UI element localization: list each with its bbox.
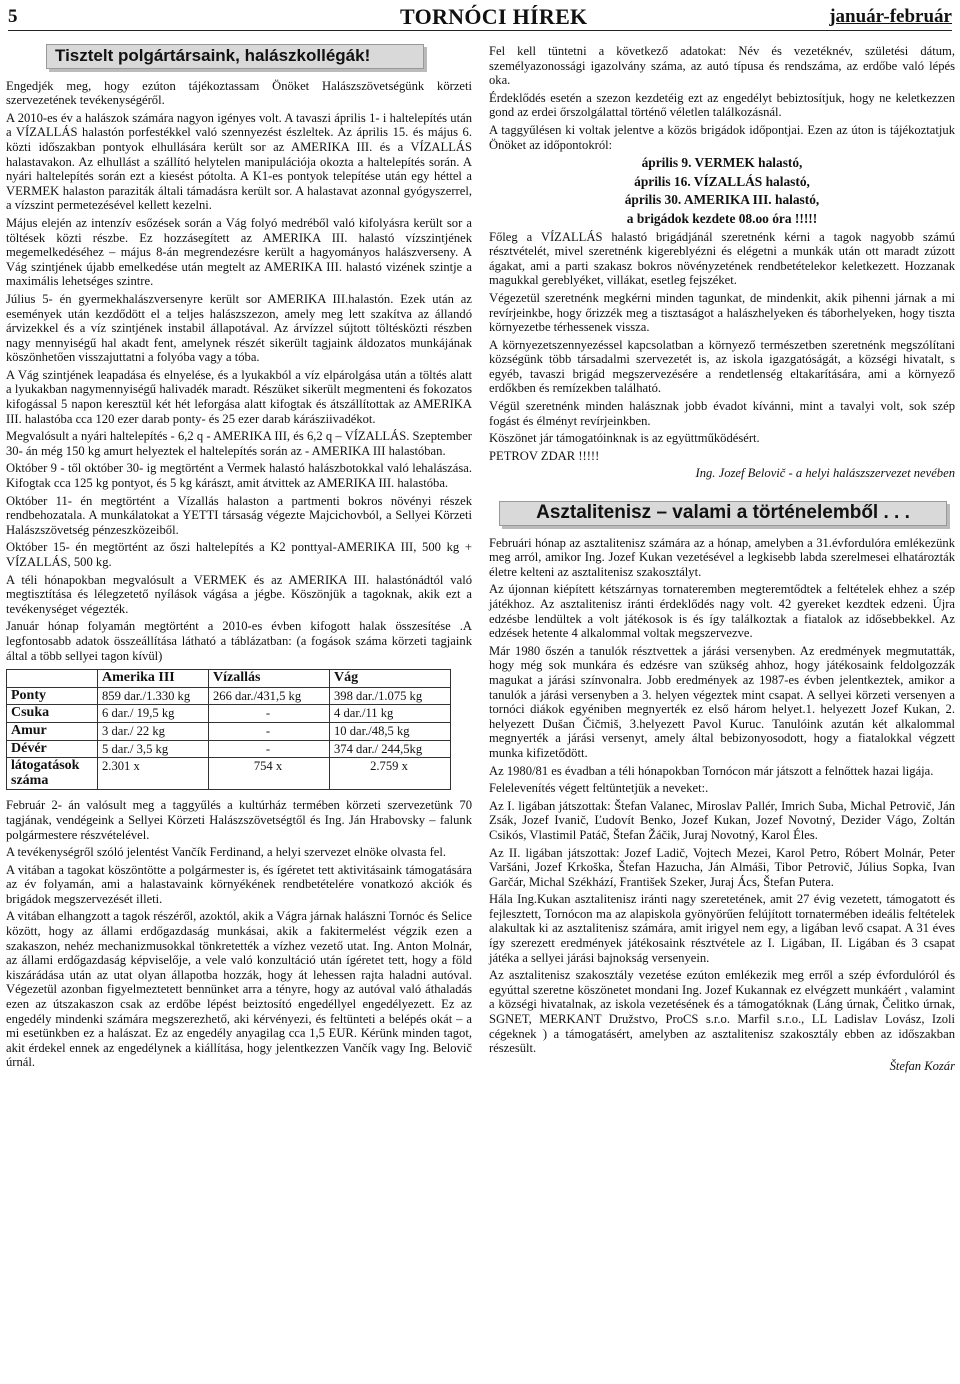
table-cell: 5 dar./ 3,5 kg xyxy=(98,740,209,758)
paragraph: Május elején az intenzív esőzések során a Vág folyó medréből való kifolyásra került sor a töltések közti részbe. Ez hozzásegített az AMERIKA III. halastó vízszintjének megemelkedéséhez – május 8-án megrendezésre került a hagyományos halászverseny. A Vág szintjének újabb emelkedése után megtelt az AMERIKA III. halastó vizének szintje a maximális lehetséges szintre. xyxy=(6,215,472,289)
signature: Ing. Jozef Belovič - a helyi halászszervezet nevében xyxy=(695,466,955,481)
issue-date: január-február xyxy=(829,6,952,27)
schedule-line: a brigádok kezdete 08.oo óra !!!!! xyxy=(626,210,818,226)
paragraph: A 2010-es év a halászok számára nagyon igényes volt. A tavaszi április 1- i haltelepítés után a VÍZALLÁS halastón porfestékkel való szennyezést észleltek. Az április 15. és május 6. közti időszakban pontyok elhullására került sor az AMERIKA III. és a VÍZALLÁS halastavakon. Az elhullást a szállító helytelen manipulációja okozta a haltelepítés során. A nyári haltelepítés során ezt a kiesést pótolta. A K1-es pontyok telepítése után egy héttel a VERMEK halaston paraziták általi támadásra került sor. A halastavat azonnal gyógyszerrel, a vízszint permetezésével kellett kezelni. xyxy=(6,110,472,213)
left-column xyxy=(6,44,472,1073)
table-header-row xyxy=(7,670,451,688)
table-row xyxy=(7,722,451,740)
row-label: Dévér xyxy=(7,740,98,758)
paragraph: Fel kell tüntetni a következő adatokat: Név és vezetéknév, születési dátum, személyazonossági igazolvány száma, az autó típusa és rendszáma, az erdőbe való lépés oka. xyxy=(489,44,955,88)
table-cell: 266 dar./431,5 kg xyxy=(209,687,330,705)
article-heading: Asztalitenisz – valami a történelemből . . . xyxy=(499,501,947,526)
table-header-cell: Vág xyxy=(330,670,451,688)
paragraph: A vitában a tagokat köszöntötte a polgármester is, és ígéretet tett aktivitásaink támogatására az év folyamán, ami a halastavaink környékének rendbetételére vonatkozó akciók és brigádok megszervezését illeti. xyxy=(6,862,472,906)
row-label: Amur xyxy=(7,722,98,740)
row-label: Ponty xyxy=(7,687,98,705)
paragraph: PETROV ZDAR !!!!! xyxy=(489,448,600,463)
table-cell: 398 dar./1.075 kg xyxy=(330,687,451,705)
table-cell: 2.759 x xyxy=(330,758,451,790)
table-header-cell: Vízallás xyxy=(209,670,330,688)
paragraph: Hála Ing.Kukan asztalitenisz iránti nagy szeretetének, amit 27 évig vezetett, támogatott és fejlesztett, Tornócon ma az alapiskola gyönyörűen felújított tornatermében ideális feltételek alakultak ki az asztalitenisz számára, amit irigyel nem egy, a ligában levő csapat. A 31 éves így szerezett eredmények játékosaink résztvétele az I. Ligában, II. Ligában és 3 csapat játéka a sellyei járási bajnokság versenyein. xyxy=(489,892,955,965)
paragraph: Az I. ligában játszottak: Štefan Valanec, Miroslav Pallér, Imrich Suba, Michal Petrovič, Ján Zsák, Jozef Ivanič, Ľudovít Benko, Jozef Kukan, Jozef Novotný, Dezider Vágo, Zoltán Csikós, Vlastimil Patáč, Štefan Žáčik, Juraj Novotný, Karol Éles. xyxy=(489,798,955,842)
page-number: 5 xyxy=(8,6,18,27)
paragraph: Végezetül szeretnénk megkérni minden tagunkat, de mindenkit, akik pihenni járnak a mi revírjeinkbe, hogy őrizzék meg a tisztaságot a halászhelyeken és táborhelyeken, hogy tiszta környezetbe térhessenek vissza. xyxy=(489,290,955,335)
paragraph: Főleg a VÍZALLÁS halastó brigádjánál szeretnénk kérni a tagok nagyobb számú résztvételét, mivel szeretnénk kigereblyézni és elégetni a munkák után ott maradt zúzott ágakat, ami a parti szakasz bokros növényzetének rendbetételekor keletkezett. Hozzanak magukkal gereblyéket, villákat, esetleg fejszéket. xyxy=(489,229,955,288)
paragraph: A környezetszennyezéssel kapcsolatban a környező természetben szeretnénk megszólítani községünk több társadalmi szervezetét is, az iskola igazgatóságát, a községi hivatalt, s egyéb, tavaszi brigád megszervezésére a rendetlenség eltakarítására, ami a környező erdőkben és remízekben található. xyxy=(489,337,955,396)
row-label: látogatások száma xyxy=(7,758,98,790)
paragraph: Október 11- én megtörtént a Vízallás halaston a partmenti bokros növényi részek rendbehozatala. A munkálatokat a YETTI társaság végezte Majcichovból, a Sellyei Körzeti Halászszövetség pénzeszközeiből. xyxy=(6,493,472,537)
paragraph: Végül szeretnénk minden halásznak jobb évadot kívánni, mint a tavalyi volt, sok szép fogást és élményt revírjeinkben. xyxy=(489,399,955,428)
table-cell: 6 dar./ 19,5 kg xyxy=(98,705,209,723)
table-cell: - xyxy=(209,722,330,740)
right-column xyxy=(489,44,955,1076)
table-row xyxy=(7,705,451,723)
table-header-cell xyxy=(7,670,98,688)
table-row xyxy=(7,740,451,758)
paragraph: Július 5- én gyermekhalászversenyre került sor AMERIKA III.halastón. Ezek után az események után kezdődött el a teljes halászszezon, amely meg lett szakítva az állandó árvizekkel és a víz szintjének instabil állapotával. Az árvízzel sújtott töltésközti részben nagy mennyiségű hal akadt fent, amelynek részét sikerült tagjaink áldozatos munkájának köszönhetően visszajuttatni a folyóba vagy a tóba. xyxy=(6,291,472,365)
table-cell: 859 dar./1.330 kg xyxy=(98,687,209,705)
paragraph: Felelevenítés végett feltüntetjük a neveket:. xyxy=(489,781,709,796)
paragraph: Engedjék meg, hogy ezúton tájékoztassam Önöket Halászszövetségünk körzeti szervezetének tevékenységéről. xyxy=(6,78,472,108)
paragraph: A taggyűlésen ki voltak jelentve a közös brigádok időpontjai. Ezen az úton is tájékoztatjuk Önöket az időpontokról: xyxy=(489,122,955,152)
table-cell: - xyxy=(209,705,330,723)
paragraph: Október 15- én megtörtént az őszi haltelepítés a K2 ponttyal-AMERIKA III, 500 kg + VÍZALLÁS, 500 kg. xyxy=(6,540,472,569)
paragraph: Februári hónap az asztalitenisz számára az a hónap, amelyben a 31.évfordulóra emlékezünk meg arról, amikor Ing. Jozef Kukan vezetésével a legkisebb labda szerelmesei elhatározták életre kelteni az asztalitenisz szakosztályt. xyxy=(489,535,955,579)
table-cell: 754 x xyxy=(209,758,330,790)
paragraph: Érdeklődés esetén a szezon kezdetéig ezt az engedélyt bebiztosítjuk, hogy ne keletkezzen gond az erdei őrszolgálattal történő véletlen találkozásnál. xyxy=(489,90,955,120)
table-header-cell: Amerika III xyxy=(98,670,209,688)
schedule-line: április 16. VÍZALLÁS halastó, xyxy=(634,173,810,189)
table-row xyxy=(7,687,451,705)
table-cell: - xyxy=(209,740,330,758)
paragraph: Az II. ligában játszottak: Jozef Ladič, Vojtech Mezei, Karol Petro, Róbert Molnár, Peter Varšáni, Jozef Krkoška, Štefan Hazucha, Ján Almáši, Tibor Petrovič, Július Sopka, Ivan Garčár, Michal Székhází, František Szeker, Juraj Ács, Štefan Putera. xyxy=(489,845,955,889)
paragraph: A tevékenységről szóló jelentést Vančík Ferdinand, a helyi szervezet elnöke olvasta fel. xyxy=(6,845,447,860)
paragraph: A Vág szintjének leapadása és elnyelése, és a lyukakból a víz elpárolgása után a töltés alatt a lyukakban nagymennyiségű halivadék maradt. Részüket sikerült megmenteni és fokozatos kifogással 5 napon keresztül két hét leforgása alatt kifogtak és átszállítottak az AMERIKA III. halastóba cca 120 ezer darab ponty- és 25 ezer darab kárásziivadékot. xyxy=(6,367,472,426)
paragraph: Az asztalitenisz szakosztály vezetése ezúton emlékezik meg erről a szép évfordulóról és egyúttal szeretne köszönetet mondani Ing. Jozef Kukannak ez elvégzett munkáért , valamint a községi hivatalnak, az iskola vezetésének és a támogatóknak (Láng úrnak, Čelitko úrnak, SGNET, MERKANT Družstvo, ProCS s.r.o. Marfil s.r.o., LL Ladislav Lovász, Izoli cégeknek ) a támogatásért, amelyben az asztalitenisz szakosztály ebben az időszakban részesült. xyxy=(489,968,955,1056)
table-cell: 374 dar./ 244,5kg xyxy=(330,740,451,758)
paragraph: Október 9 - től október 30- ig megtörtént a Vermek halastó halászbotokkal való lehalászása. Kifogtak cca 125 kg pontyot, és 5 kg kárászt, amit átvittek az AMERIKA III. halastóba. xyxy=(6,461,472,491)
schedule-line: április 9. VERMEK halastó, xyxy=(641,155,803,171)
schedule-line: április 30. AMERIKA III. halastó, xyxy=(624,192,820,208)
catch-table xyxy=(6,669,451,790)
row-label: Csuka xyxy=(7,705,98,723)
table-cell: 10 dar./48,5 kg xyxy=(330,722,451,740)
paragraph: Megvalósult a nyári haltelepítés - 6,2 q - AMERIKA III, és 6,2 q – VÍZALLÁS. Szeptember 30- án még 150 kg amurt helyeztek el haltelepítés során az - AMERIKA III halastóban. xyxy=(6,429,472,458)
paragraph: Köszönet jár támogatóinknak is az együttműködésért. xyxy=(489,431,760,446)
paragraph: Az 1980/81 es évadban a téli hónapokban Tornócon már játszott a felnőttek hazai ligája. xyxy=(489,763,934,778)
newspaper-title: TORNÓCI HÍREK xyxy=(400,4,588,29)
paragraph: Már 1980 őszén a tanulók résztvettek a járási versenyben. Az eredmények megmutatták, hogy még sok munkára és edzésre van szükség ahhoz, hogy játékosaink feldolgozzák magukat a járási színvonalra. Jobb eredmények az 1987-es évben jelentkeztek, amikor a tanulók a járási versenyben a 3. helyen végeztek mint csapat. A sellyei körzeti versenyen a tornóci diákok egyéniben megnyerték ez első három helyet.1. helyezett Jozef Kukan, 2. helyezett Dušan Čičmiš, 3.helyezett Pavol Kuruc. Tanulóink azután két alkalommal megnyerték a járási versenyt, amely által bebizonyosodott, hogy a fiatalokkal végzett munka kifizetődött. xyxy=(489,643,955,760)
table-cell: 3 dar./ 22 kg xyxy=(98,722,209,740)
table-row xyxy=(7,758,451,790)
paragraph: Január hónap folyamán megtörtént a 2010-es évben kifogott halak összesítése .A legfontosabb adatok összeállítása látható a táblázatban: (a fogások száma körzeti tagjaink által a több sellyei tagon kívül) xyxy=(6,619,472,663)
article-heading: Tisztelt polgártársaink, halászkollégák! xyxy=(46,44,424,69)
paragraph: Az újonnan kiépített kétszárnyas tornateremben megteremtődtek a feltételek ehhez a szép játékhoz. Az asztalitenisz iránti érdeklődés nagy volt. 42 gyereket kezdtek edzeni. Újra edzésbe lendültek a volt játékosok is és így találkoztak a fiatalok az idősebbekkel. Az edzések hetente 4 alkalommal voltak megszervezve. xyxy=(489,582,955,641)
paragraph: A téli hónapokban megvalósult a VERMEK és az AMERIKA III. halastónádtól való megtisztítása és lélegzetető nyílások vágása a jégbe. Köszönjük a tagoknak, akik ezt a tevékenységet végezték. xyxy=(6,572,472,616)
paragraph: Február 2- án valósult meg a taggyűlés a kultúrház termében körzeti szervezetünk 70 tagjának, vendégeink a Sellyei Körzeti Halászszövetségtől és Ing. Ján Hrabovsky – falunk polgármestere részvételével. xyxy=(6,798,472,842)
signature: Štefan Kozár xyxy=(889,1058,955,1073)
paragraph: A vitában elhangzott a tagok részéről, azoktól, akik a Vágra járnak halászni Tornóc és Selice között, hogy az állami erdőgazdaság munkásai, akik a fakitermelést végzik ezen a szakaszon, nehéz mechanizmusokkal tönkretették a vízhez vezető utat. Ing. Anton Molnár, az állami erdőgazdaság képviselője, a vele való konzultáció után ígéretet tett, hogy a föld kiszárádása után az utat olyan állapotba hozzák, hogy át lehessen rajta haladni autóval. Végezetül azonban figyelmeztetett bennünket arra a tényre, hogy az autóval való áthaladás ezen az útszakaszon csak az erdőbe lépést beiztosító engedéllyel engedélyezett. Ez az engedély mindenki számára megszerezhető, aki kérvényezi, és feltünteti a belépés okát – a mi esetünkben ez a halászat. Ez az engedély anyagilag cca 1,5 EUR. Kérünk minden tagot, akit érdekel ennek az engedélynek a kiállítása, hogy jelentkezzen Vančík vagy Ing. Belovič úrnál. xyxy=(6,909,472,1070)
page-header xyxy=(8,4,952,31)
table-cell: 2.301 x xyxy=(98,758,209,790)
table-cell: 4 dar./11 kg xyxy=(330,705,451,723)
